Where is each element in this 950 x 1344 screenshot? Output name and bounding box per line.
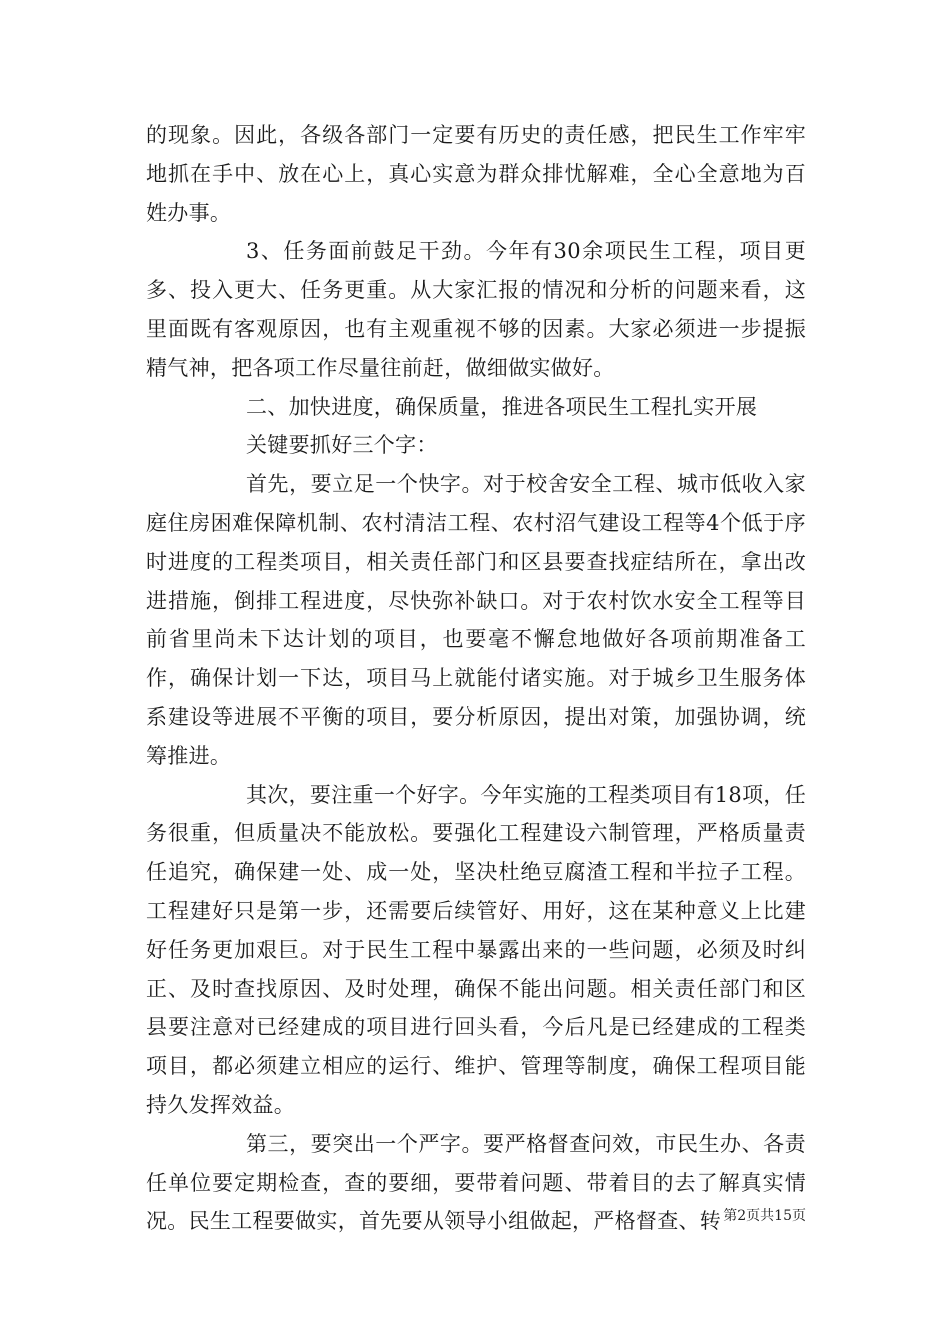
paragraph-intro: 关键要抓好三个字：	[246, 433, 438, 458]
document-body	[146, 116, 806, 1241]
paragraph-continuation: 的现象。因此，各级各部门一定要有历史的责任感，把民生工作牢牢地抓在手中、放在心上，真心实意为群众排忧解难，全心全意地为百姓办事。	[146, 123, 806, 225]
page-number: 第2页共15页	[723, 1208, 806, 1224]
paragraph-third: 第三，要突出一个严字。要严格督查问效，市民生办、各责任单位要定期检查，查的要细，要带着问题、带着目的去了解真实情况。民生工程要做实，首先要从领导小组做起，严格督查、转	[146, 1131, 806, 1234]
paragraph-point-3: 3、任务面前鼓足干劲。今年有30余项民生工程，项目更多、投入更大、任务更重。从大家汇报的情况和分析的问题来看，这里面既有客观原因，也有主观重视不够的因素。大家必须进一步提振精气神，把各项工作尽量往前赶，做细做实做好。	[146, 239, 806, 380]
paragraph-second: 其次，要注重一个好字。今年实施的工程类项目有18项，任务很重，但质量决不能放松。要强化工程建设六制管理，严格质量责任追究，确保建一处、成一处，坚决杜绝豆腐渣工程和半拉子工程。工程建好只是第一步，还需要后续管好、用好，这在某种意义上比建好任务更加艰巨。对于民生工程中暴露出来的一些问题，必须及时纠正、及时查找原因、及时处理，确保不能出问题。相关责任部门和区县要注意对已经建成的项目进行回头看，今后凡是已经建成的工程类项目，都必须建立相应的运行、维护、管理等制度，确保工程项目能持久发挥效益。	[146, 782, 806, 1117]
section-heading-2: 二、加快进度，确保质量，推进各项民生工程扎实开展	[246, 394, 758, 419]
paragraph-first: 首先，要立足一个快字。对于校舍安全工程、城市低收入家庭住房困难保障机制、农村清洁工程、农村沼气建设工程等4个低于序时进度的工程类项目，相关责任部门和区县要查找症结所在，拿出改进措施，倒排工程进度，尽快弥补缺口。对于农村饮水安全工程等目前省里尚未下达计划的项目，也要毫不懈怠地做好各项前期准备工作，确保计划一下达，项目马上就能付诸实施。对于城乡卫生服务体系建设等进展不平衡的项目，要分析原因，提出对策，加强协调，统筹推进。	[146, 472, 806, 768]
